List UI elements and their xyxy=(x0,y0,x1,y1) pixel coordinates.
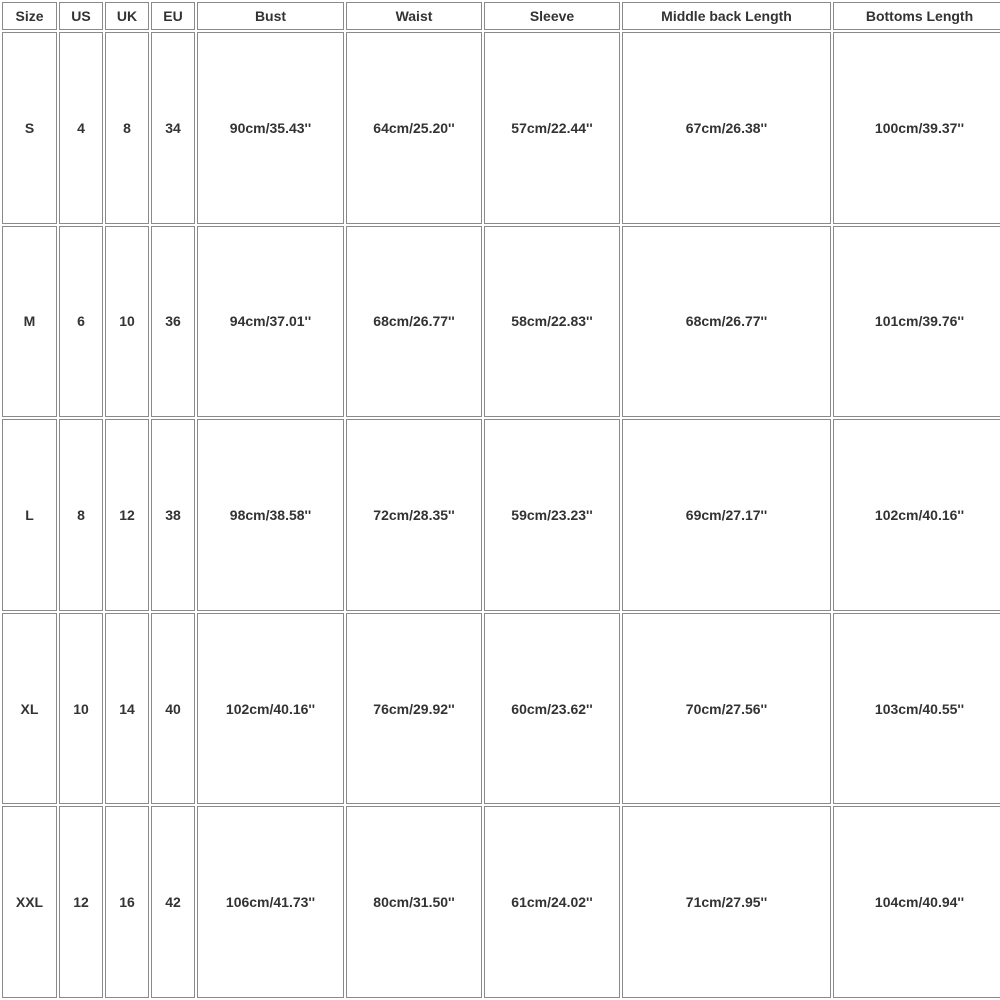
cell-uk: 8 xyxy=(105,32,149,224)
cell-middle-back-length: 67cm/26.38'' xyxy=(622,32,831,224)
cell-waist: 80cm/31.50'' xyxy=(346,806,482,998)
cell-sleeve: 59cm/23.23'' xyxy=(484,419,620,611)
cell-eu: 36 xyxy=(151,226,195,418)
header-bust: Bust xyxy=(197,2,344,30)
cell-us: 6 xyxy=(59,226,103,418)
cell-bust: 106cm/41.73'' xyxy=(197,806,344,998)
cell-middle-back-length: 68cm/26.77'' xyxy=(622,226,831,418)
table-row xyxy=(2,226,1000,418)
cell-eu: 34 xyxy=(151,32,195,224)
header-bottoms-length: Bottoms Length xyxy=(833,2,1000,30)
cell-uk: 14 xyxy=(105,613,149,805)
cell-bottoms-length: 100cm/39.37'' xyxy=(833,32,1000,224)
cell-sleeve: 61cm/24.02'' xyxy=(484,806,620,998)
cell-middle-back-length: 71cm/27.95'' xyxy=(622,806,831,998)
cell-waist: 76cm/29.92'' xyxy=(346,613,482,805)
cell-bottoms-length: 104cm/40.94'' xyxy=(833,806,1000,998)
cell-middle-back-length: 70cm/27.56'' xyxy=(622,613,831,805)
cell-bust: 98cm/38.58'' xyxy=(197,419,344,611)
cell-us: 12 xyxy=(59,806,103,998)
table-row xyxy=(2,32,1000,224)
cell-bust: 102cm/40.16'' xyxy=(197,613,344,805)
cell-size: XXL xyxy=(2,806,57,998)
header-row xyxy=(2,2,1000,30)
cell-eu: 42 xyxy=(151,806,195,998)
cell-us: 4 xyxy=(59,32,103,224)
cell-uk: 10 xyxy=(105,226,149,418)
cell-waist: 68cm/26.77'' xyxy=(346,226,482,418)
cell-eu: 40 xyxy=(151,613,195,805)
header-us: US xyxy=(59,2,103,30)
cell-sleeve: 60cm/23.62'' xyxy=(484,613,620,805)
cell-size: M xyxy=(2,226,57,418)
cell-size: XL xyxy=(2,613,57,805)
header-waist: Waist xyxy=(346,2,482,30)
cell-bottoms-length: 102cm/40.16'' xyxy=(833,419,1000,611)
cell-waist: 64cm/25.20'' xyxy=(346,32,482,224)
header-sleeve: Sleeve xyxy=(484,2,620,30)
cell-size: S xyxy=(2,32,57,224)
table-row xyxy=(2,806,1000,998)
header-middle-back-length: Middle back Length xyxy=(622,2,831,30)
cell-uk: 12 xyxy=(105,419,149,611)
cell-bust: 94cm/37.01'' xyxy=(197,226,344,418)
table-body xyxy=(2,32,1000,998)
cell-uk: 16 xyxy=(105,806,149,998)
header-eu: EU xyxy=(151,2,195,30)
cell-sleeve: 58cm/22.83'' xyxy=(484,226,620,418)
cell-us: 10 xyxy=(59,613,103,805)
cell-us: 8 xyxy=(59,419,103,611)
table-row xyxy=(2,613,1000,805)
header-size: Size xyxy=(2,2,57,30)
cell-eu: 38 xyxy=(151,419,195,611)
cell-sleeve: 57cm/22.44'' xyxy=(484,32,620,224)
cell-middle-back-length: 69cm/27.17'' xyxy=(622,419,831,611)
cell-bottoms-length: 103cm/40.55'' xyxy=(833,613,1000,805)
header-uk: UK xyxy=(105,2,149,30)
cell-bottoms-length: 101cm/39.76'' xyxy=(833,226,1000,418)
table-row xyxy=(2,419,1000,611)
cell-size: L xyxy=(2,419,57,611)
cell-bust: 90cm/35.43'' xyxy=(197,32,344,224)
cell-waist: 72cm/28.35'' xyxy=(346,419,482,611)
table-header xyxy=(2,2,1000,30)
